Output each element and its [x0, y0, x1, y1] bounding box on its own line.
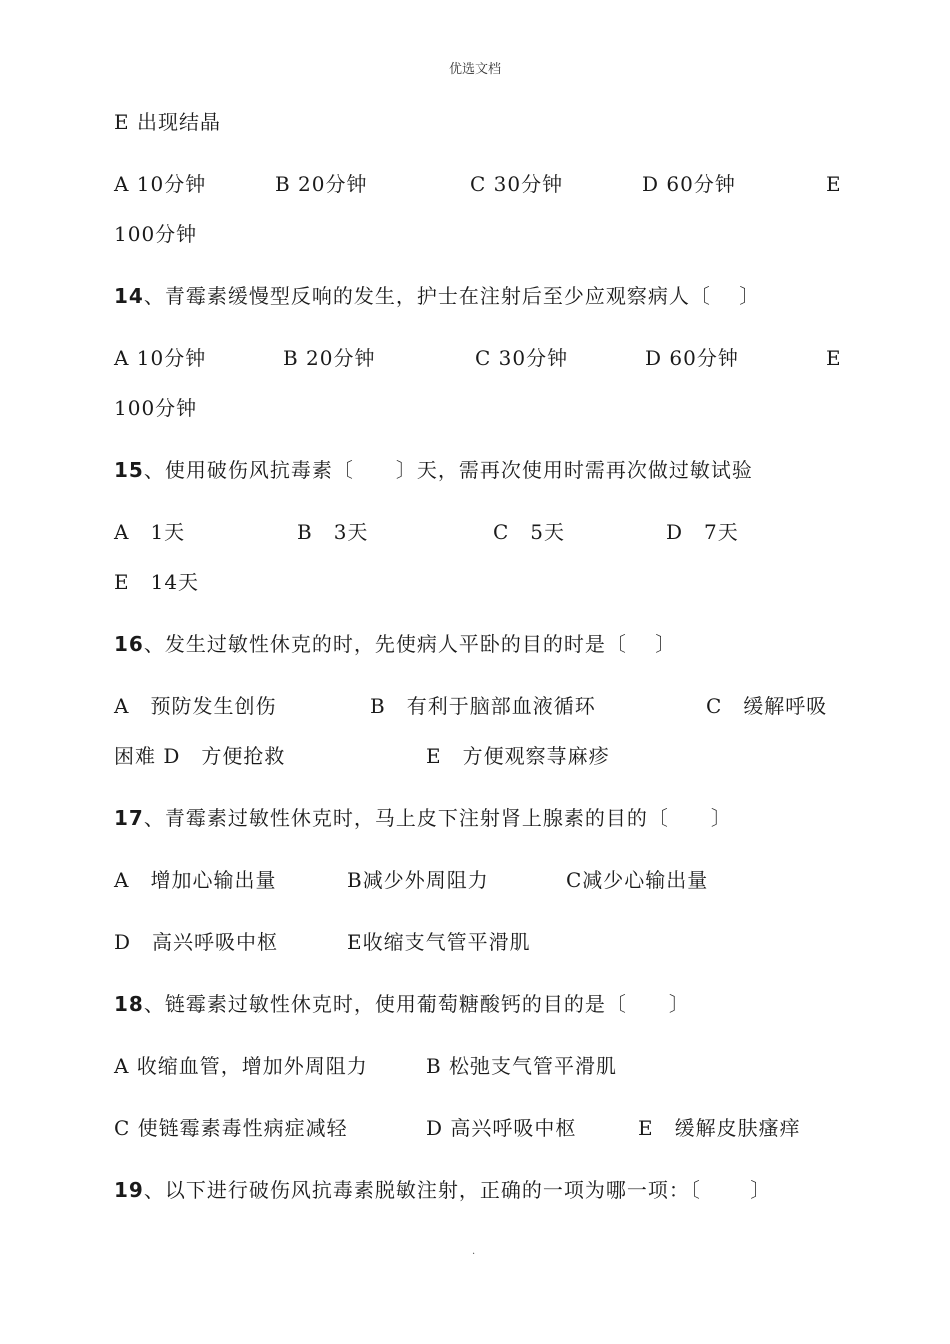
option-d: D 60分钟: [645, 346, 739, 370]
question-text: 、使用破伤风抗毒素〔 〕天，需再次使用时需再次做过敏试验: [143, 458, 753, 482]
option-e: E: [826, 172, 842, 196]
page-footer: .: [472, 1246, 476, 1257]
question-text: 、以下进行破伤风抗毒素脱敏注射，正确的一项为哪一项：〔 〕: [143, 1178, 772, 1202]
option-b: B 3天: [297, 520, 369, 544]
option-b: B 20分钟: [283, 346, 376, 370]
question-text: 、青霉素缓慢型反响的发生，护士在注射后至少应观察病人〔 〕: [143, 284, 761, 308]
question-number: 19: [114, 1178, 144, 1202]
question-18: [114, 992, 690, 1016]
option-a: A 增加心输出量: [114, 868, 277, 892]
option-b: B 有利于脑部血液循环: [370, 694, 596, 718]
question-15: [114, 458, 753, 482]
option-c: C 使链霉素毒性病症减轻: [114, 1116, 348, 1140]
option-c: C 30分钟: [470, 172, 564, 196]
page-header: 优选文档: [448, 62, 501, 77]
question-number: 14: [114, 284, 144, 308]
option-e: E 14天: [114, 570, 200, 594]
question-number: 15: [114, 458, 144, 482]
option-continuation: 100分钟: [114, 222, 198, 246]
option-e: E 缓解皮肤瘙痒: [638, 1116, 801, 1140]
option-d: D 高兴呼吸中枢: [114, 930, 279, 954]
option-a: A 1天: [114, 520, 186, 544]
question-16: [114, 632, 676, 656]
option-c: C 5天: [493, 520, 566, 544]
question-number: 16: [114, 632, 144, 656]
option-e: E 方便观察荨麻疹: [426, 744, 610, 768]
option-a: A 预防发生创伤: [114, 694, 277, 718]
option-d: D 7天: [666, 520, 739, 544]
option-d: D 60分钟: [642, 172, 736, 196]
question-number: 18: [114, 992, 144, 1016]
option-a: A 10分钟: [114, 172, 207, 196]
option-b: B减少外周阻力: [347, 868, 489, 892]
option-d: D 高兴呼吸中枢: [426, 1116, 577, 1140]
option-c: C 30分钟: [475, 346, 569, 370]
option-a: A 收缩血管，增加外周阻力: [114, 1054, 368, 1078]
option-b: B 松弛支气管平滑肌: [426, 1054, 618, 1078]
question-text: 、链霉素过敏性休克时，使用葡萄糖酸钙的目的是〔 〕: [143, 992, 690, 1016]
option-b: B 20分钟: [275, 172, 368, 196]
option-line: E 出现结晶: [114, 110, 221, 134]
question-text: 、青霉素过敏性休克时，马上皮下注射肾上腺素的目的〔 〕: [143, 806, 732, 830]
option-a: A 10分钟: [114, 346, 207, 370]
question-17: [114, 806, 732, 830]
question-number: 17: [114, 806, 144, 830]
question-14: [114, 284, 760, 308]
option-continuation: 100分钟: [114, 396, 198, 420]
option-e: E: [826, 346, 842, 370]
option-c: C减少心输出量: [566, 868, 709, 892]
option-continuation: 困难 D 方便抢救: [114, 744, 286, 768]
option-e: E收缩支气管平滑肌: [347, 930, 531, 954]
question-text: 、发生过敏性休克的时，先使病人平卧的目的时是〔 〕: [143, 632, 677, 656]
option-c: C 缓解呼吸: [706, 694, 828, 718]
question-19: [114, 1178, 771, 1202]
